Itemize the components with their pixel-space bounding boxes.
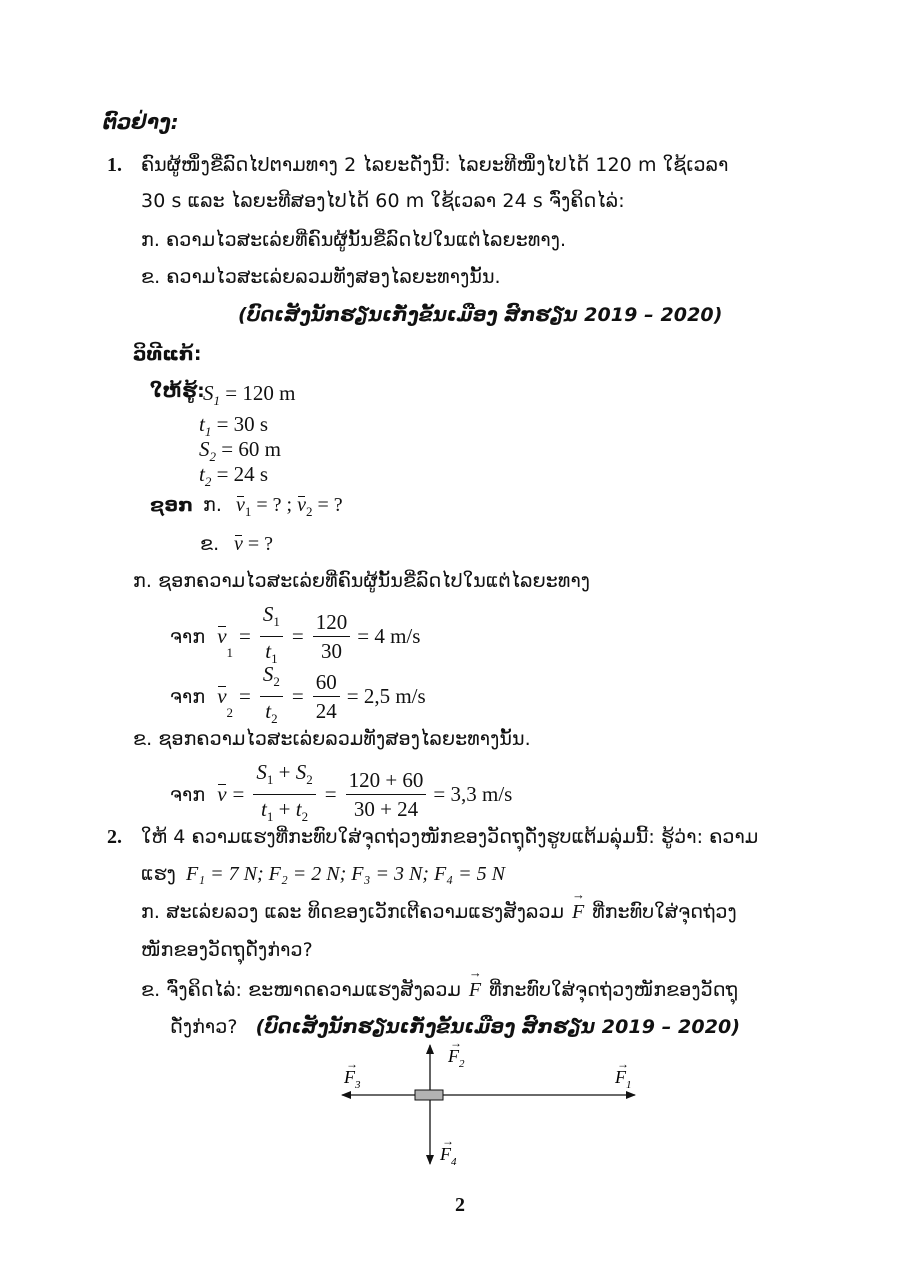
- v1-fraction-numeric: [313, 608, 351, 665]
- v2-from: ຈາກ: [170, 685, 206, 708]
- given-s1-value: = 120 m: [225, 381, 296, 405]
- v2-fraction-symbolic: $\frac{S_2}{t_2}$: [260, 660, 283, 733]
- question-2-part-b-text-2: ດັ່ງກ່າວ?: [170, 1016, 238, 1038]
- given-t1: [199, 412, 268, 440]
- question-1-part-a: ກ. ຄວາມໄວສະເລ່ຍທີ່ຄົນຜູ້ນັ້ນຂີ່ລົດໄປໃນແຕ່ໄລຍະທາງ.: [141, 229, 567, 251]
- question-2-part-b-text-1: ຂ. ຈົ່ງຄິດໄລ່: ຂະໜາດຄວາມແຮງສັງລວມ: [141, 979, 461, 1001]
- solution-title: ວິທີແກ້:: [133, 343, 202, 365]
- v-from: ຈາກ: [170, 783, 206, 806]
- v-fraction-numeric: [346, 766, 427, 823]
- v2-denominator: 24: [315, 699, 337, 724]
- f3-label: $F_3$: [344, 1067, 361, 1091]
- question-1-part-b: ຂ. ຄວາມໄວສະເລ່ຍລວມທັງສອງໄລຍະທາງນັ້ນ.: [141, 266, 501, 288]
- question-1-source: (ບົດເສັງນັກຮຽນເກັ່ງຂັ້ນເມືອງ ສົກຮຽນ 2019 – 2020): [238, 304, 723, 326]
- v1-bar-symbol: v: [236, 494, 245, 516]
- question-2-force-prefix: ແຮງ: [141, 863, 176, 885]
- v2-sub: 2: [306, 504, 313, 519]
- question-2-part-a-line-1: [141, 901, 737, 924]
- f4-label: $F_4$: [440, 1144, 457, 1168]
- v1-symbol-sub: 1: [226, 645, 234, 661]
- question-2-line-2: [141, 863, 505, 886]
- v-numerator: 120 + 60: [346, 766, 427, 795]
- v1-fraction-symbolic: $\frac{S_1}{t_1}$: [260, 600, 283, 673]
- question-1-number: 1.: [107, 154, 122, 176]
- example-heading: ຕົວຢ່າງ:: [103, 110, 179, 134]
- find-b-expression: [234, 533, 273, 556]
- question-2-part-a-text-1: ກ. ສະເລ່ຍລວງ ແລະ ທິດຂອງເວັກເຕີຄວາມແຮງສັງລວມ: [141, 901, 565, 923]
- v1-denominator: 30: [320, 639, 342, 664]
- v1-equals: =: [239, 624, 251, 649]
- v1-equation: ຈາກ v $_1$ = $\frac{S_1}{t_1}$ = $\frac{120}{30}$ = 4 m/s: [170, 600, 420, 673]
- find-b-text: = ?: [247, 533, 274, 555]
- given-t2: [199, 462, 268, 490]
- f2-vector-arrow: →: [450, 1040, 462, 1050]
- given-s1-symbol: S: [203, 381, 214, 405]
- resultant-force-symbol-2: → F: [469, 979, 481, 1002]
- page-number: 2: [455, 1194, 465, 1216]
- v1-sub: 1: [244, 504, 252, 519]
- find-label: ຊອກ: [150, 494, 194, 516]
- f2-label: $F_2$: [448, 1046, 465, 1070]
- v1-result: = 4 m/s: [357, 624, 421, 649]
- question-2-forces: F₁ = 7 N; F₂ = 2 N; F₃ = 3 N; F₄ = 5 N: [185, 863, 505, 885]
- force-diagram: [330, 1040, 650, 1180]
- question-2-part-a-text-1b: ທີ່ກະທົບໃສ່ຈຸດຖ່ວງ: [592, 901, 737, 923]
- given-s2-symbol: S: [199, 437, 210, 461]
- v2-bar-symbol: v: [297, 494, 306, 516]
- v-result: = 3,3 m/s: [433, 782, 513, 807]
- f1-vector-arrow: →: [617, 1057, 629, 1071]
- f1-label: $F_1$: [615, 1067, 632, 1091]
- v-bar-symbol: v: [234, 533, 243, 555]
- v1-numerator: 120: [313, 608, 351, 637]
- find-a-text-1: = ? ;: [256, 494, 293, 516]
- v2-symbol-sub: 2: [226, 705, 234, 721]
- find-a-expression: [236, 494, 343, 520]
- question-2-part-b-line-2: [170, 1016, 740, 1038]
- step-b-text: ຂ. ຊອກຄວາມໄວສະເລ່ຍລວມທັງສອງໄລຍະທາງນັ້ນ.: [133, 728, 531, 750]
- given-t1-sub: 1: [204, 424, 212, 440]
- v-denominator: 30 + 24: [353, 797, 419, 822]
- given-label: ໃຫ້ຮູ້:: [150, 380, 205, 402]
- f3-vector-arrow: →: [346, 1057, 358, 1071]
- given-t2-value: = 24 s: [216, 462, 269, 486]
- question-1-line-2: 30 s ແລະ ໄລຍະທີສອງໄປໄດ້ 60 m ໃຊ້ເວລາ 24 s ຈົ່ງຄິດໄລ່:: [141, 190, 625, 212]
- question-2-line-1: ໃຫ້ 4 ຄວາມແຮງທີ່ກະທົບໃສ່ຈຸດຖ່ວງໜັກຂອງວັດຖຸດັ່ງຮູບແຕ້ມລຸ່ມນີ້: ຮູ້ວ່າ: ຄວາມ: [141, 826, 759, 848]
- step-a-text: ກ. ຊອກຄວາມໄວສະເລ່ຍທີ່ຄົນຜູ້ນັ້ນຂີ່ລົດໄປໃນແຕ່ໄລຍະທາງ: [133, 570, 591, 592]
- v2-equation: ຈາກ v $_2$ = $\frac{S_2}{t_2}$ = $\frac{60}{24}$ = 2,5 m/s: [170, 660, 426, 733]
- v2-symbol: v: [217, 684, 227, 709]
- f4-vector-arrow: →: [442, 1134, 454, 1148]
- given-s2-sub: 2: [209, 449, 216, 465]
- question-2-part-b-line-1: [141, 979, 738, 1002]
- question-1-line-1: ຄົນຜູ້ໜຶ່ງຂີ່ລົດໄປຕາມທາງ 2 ໄລຍະດັ່ງນີ້: ໄລຍະທີໜຶ່ງໄປໄດ້ 120 m ໃຊ້ເວລາ: [141, 154, 729, 176]
- question-2-part-a-line-2: ໜັກຂອງວັດຖຸດັ່ງກ່າວ?: [141, 939, 313, 961]
- v-equation: ຈາກ v = $\frac{S_1 + S_2}{t_1 + t_2}$ = $\frac{120 + 60}{30 + 24}$ = 3,3 m/s: [170, 758, 512, 831]
- question-2-number: 2.: [107, 826, 122, 848]
- given-t2-sub: 2: [204, 474, 212, 490]
- v1-symbol: v: [217, 624, 227, 649]
- given-s2-value: = 60 m: [221, 437, 281, 461]
- v1-from: ຈາກ: [170, 625, 206, 648]
- v2-numerator: 60: [313, 668, 340, 697]
- given-t1-symbol: t: [199, 412, 205, 436]
- object-box: [415, 1090, 443, 1100]
- given-s2: [199, 437, 281, 465]
- given-t1-value: = 30 s: [216, 412, 269, 436]
- given-s1-sub: 1: [213, 393, 220, 409]
- resultant-force-symbol: → F: [572, 901, 584, 924]
- given-t2-symbol: t: [199, 462, 205, 486]
- find-a-prefix: ກ.: [203, 494, 222, 516]
- v-symbol: v: [217, 782, 227, 807]
- v2-fraction-numeric: [313, 668, 340, 725]
- find-a-text-2: = ?: [317, 494, 343, 516]
- find-b-prefix: ຂ.: [200, 533, 220, 555]
- question-2-part-b-text-1b: ທີ່ກະທົບໃສ່ຈຸດຖ່ວງໜັກຂອງວັດຖຸ: [489, 979, 738, 1001]
- v2-result: = 2,5 m/s: [346, 684, 426, 709]
- v-fraction-symbolic: $\frac{S_1 + S_2}{t_1 + t_2}$: [253, 758, 315, 831]
- given-s1: [203, 381, 295, 409]
- question-2-source: (ບົດເສັງນັກຮຽນເກັ່ງຂັ້ນເມືອງ ສົກຮຽນ 2019 – 2020): [255, 1016, 741, 1038]
